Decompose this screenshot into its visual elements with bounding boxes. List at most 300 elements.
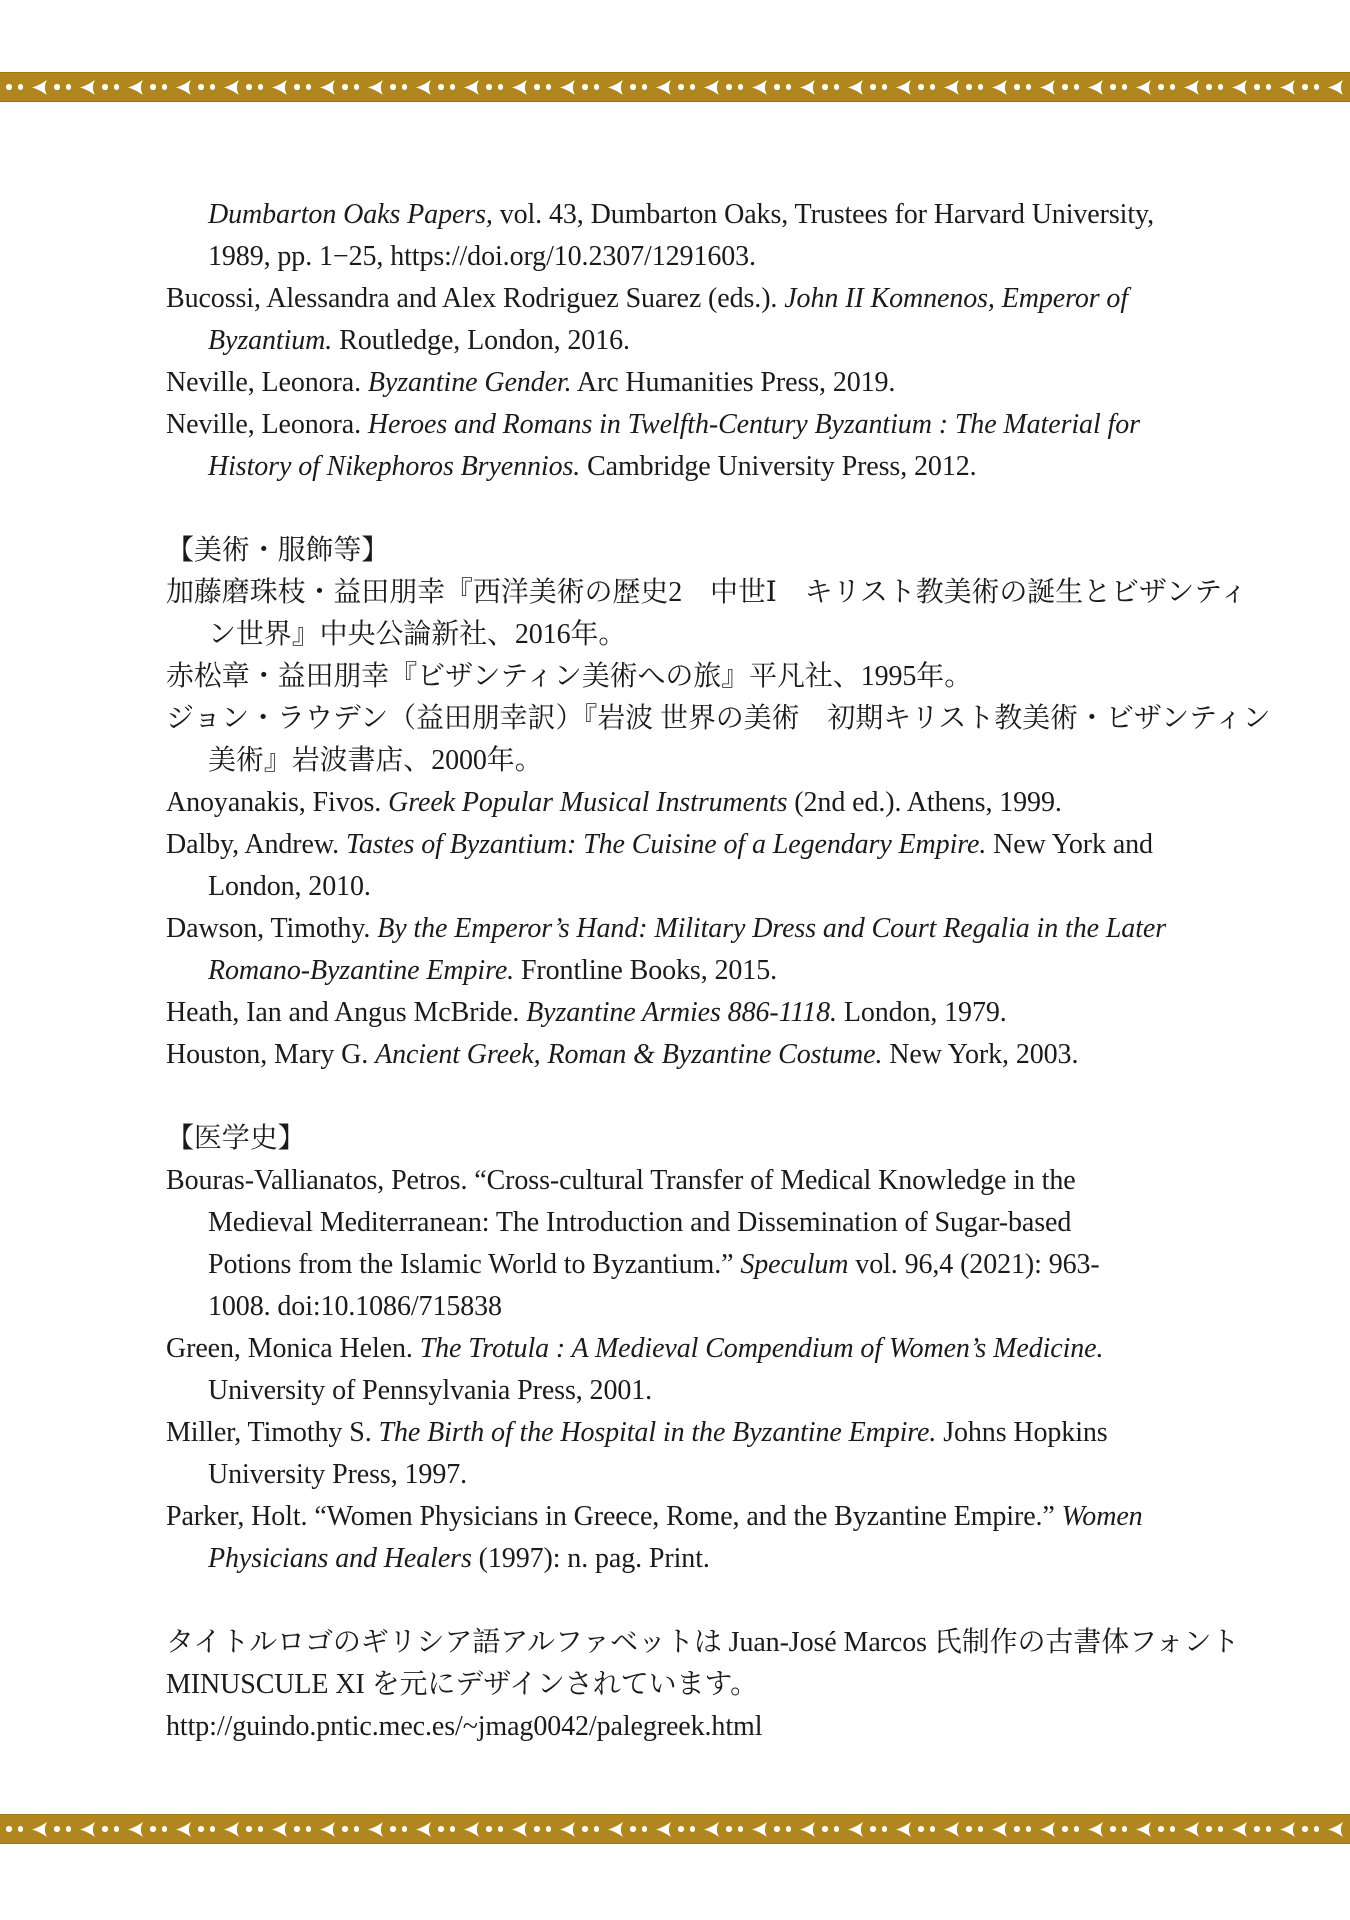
dot-icon	[294, 1826, 300, 1832]
text-segment: New York, 2003.	[882, 1039, 1079, 1070]
dot-icon	[594, 84, 600, 90]
text-segment: Miller, Timothy S.	[166, 1417, 379, 1448]
dot-icon	[834, 84, 840, 90]
dot-icon	[6, 1826, 12, 1832]
dot-icon	[1170, 84, 1176, 90]
chevron-left-icon	[416, 1822, 432, 1837]
text-segment: Bouras-Vallianatos, Petros. “Cross-cultural Transfer of Medical Knowledge in the	[166, 1165, 1076, 1196]
dot-icon	[1026, 84, 1032, 90]
dot-icon	[738, 1826, 744, 1832]
dot-icon	[834, 1826, 840, 1832]
text-segment: Houston, Mary G.	[166, 1039, 376, 1070]
text-segment: University Press, 1997.	[208, 1459, 468, 1490]
text-segment: Byzantine Armies 886-1118.	[526, 997, 837, 1028]
bibliography-line	[166, 362, 1228, 404]
text-segment: Parker, Holt. “Women Physicians in Greece, Rome, and the Byzantine Empire.”	[166, 1501, 1062, 1532]
border-motif	[1248, 1815, 1296, 1843]
border-motif	[1008, 1815, 1056, 1843]
dot-icon	[102, 1826, 108, 1832]
dot-icon	[1074, 84, 1080, 90]
chevron-left-icon	[416, 80, 432, 95]
dot-icon	[390, 84, 396, 90]
text-segment: (2nd ed.). Athens, 1999.	[787, 787, 1062, 818]
text-segment: Women	[1061, 1501, 1143, 1532]
bibliography-line	[166, 614, 1228, 656]
dot-icon	[6, 84, 12, 90]
dot-icon	[402, 1826, 408, 1832]
chevron-left-icon	[1328, 80, 1344, 95]
dot-icon	[54, 1826, 60, 1832]
text-segment: Romano-Byzantine Empire.	[208, 955, 515, 986]
bibliography-line	[166, 1328, 1228, 1370]
chevron-left-icon	[848, 1822, 864, 1837]
dot-icon	[1110, 84, 1116, 90]
border-motif	[144, 73, 192, 101]
dot-icon	[1014, 84, 1020, 90]
border-motif	[1200, 1815, 1248, 1843]
chevron-left-icon	[560, 80, 576, 95]
chevron-left-icon	[1088, 1822, 1104, 1837]
dot-icon	[534, 1826, 540, 1832]
border-motif	[480, 1815, 528, 1843]
dot-icon	[342, 1826, 348, 1832]
dot-icon	[582, 1826, 588, 1832]
text-segment: Frontline Books, 2015.	[514, 955, 777, 986]
border-motif	[1248, 73, 1296, 101]
dot-icon	[1014, 1826, 1020, 1832]
border-motif	[384, 73, 432, 101]
chevron-left-icon	[704, 1822, 720, 1837]
text-segment: Potions from the Islamic World to Byzantium.”	[208, 1249, 741, 1280]
text-segment: ン世界』中央公論新社、2016年。	[208, 619, 627, 650]
chevron-left-icon	[896, 80, 912, 95]
chevron-left-icon	[1136, 80, 1152, 95]
dot-icon	[966, 84, 972, 90]
dot-icon	[786, 84, 792, 90]
chevron-left-icon	[1040, 1822, 1056, 1837]
dot-icon	[1266, 84, 1272, 90]
dot-icon	[1254, 1826, 1260, 1832]
dot-icon	[306, 1826, 312, 1832]
text-segment: 1008. doi:10.1086/715838	[208, 1291, 502, 1322]
text-segment: 【医学史】	[166, 1123, 306, 1154]
border-motif	[192, 1815, 240, 1843]
border-motif	[672, 73, 720, 101]
dot-icon	[918, 84, 924, 90]
dot-icon	[1122, 1826, 1128, 1832]
bibliography-line	[166, 1202, 1228, 1244]
border-motif	[144, 1815, 192, 1843]
chevron-left-icon	[752, 80, 768, 95]
border-motif	[720, 1815, 768, 1843]
dot-icon	[498, 1826, 504, 1832]
text-segment: Ancient Greek, Roman & Byzantine Costume.	[375, 1039, 883, 1070]
dot-icon	[822, 84, 828, 90]
dot-icon	[690, 1826, 696, 1832]
dot-icon	[486, 1826, 492, 1832]
dot-icon	[1206, 84, 1212, 90]
text-segment: History of Nikephoros Bryennios.	[208, 451, 581, 482]
dot-icon	[978, 1826, 984, 1832]
chevron-left-icon	[896, 1822, 912, 1837]
dot-icon	[678, 1826, 684, 1832]
dot-icon	[918, 1826, 924, 1832]
dot-icon	[978, 84, 984, 90]
bibliography-line	[166, 1244, 1228, 1286]
bibliography-line	[166, 656, 1228, 698]
text-segment: vol. 43, Dumbarton Oaks, Trustees for Harvard University,	[492, 199, 1154, 230]
dot-icon	[114, 1826, 120, 1832]
bibliography-line	[166, 950, 1228, 992]
bibliography-line	[166, 278, 1228, 320]
dot-icon	[1302, 1826, 1308, 1832]
dot-icon	[726, 84, 732, 90]
chevron-left-icon	[32, 80, 48, 95]
bibliography-line	[166, 992, 1228, 1034]
dot-icon	[870, 84, 876, 90]
dot-icon	[150, 84, 156, 90]
dot-icon	[546, 1826, 552, 1832]
text-segment: 【美術・服飾等】	[166, 535, 390, 566]
dot-icon	[774, 1826, 780, 1832]
border-motif	[1296, 1815, 1344, 1843]
text-segment: 美術』岩波書店、2000年。	[208, 745, 543, 776]
chevron-left-icon	[944, 80, 960, 95]
text-segment: http://guindo.pntic.mec.es/~jmag0042/palegreek.html	[166, 1711, 763, 1742]
border-motif	[768, 73, 816, 101]
bibliography-line	[166, 866, 1228, 908]
border-motif	[48, 73, 96, 101]
chevron-left-icon	[1232, 80, 1248, 95]
text-segment: vol. 96,4 (2021): 963-	[848, 1249, 1100, 1280]
bibliography-line	[166, 236, 1228, 278]
bibliography-line	[166, 908, 1228, 950]
border-motif	[240, 1815, 288, 1843]
bibliography-line	[166, 320, 1228, 362]
border-motif	[576, 73, 624, 101]
border-motif	[288, 73, 336, 101]
border-motif	[288, 1815, 336, 1843]
border-motif	[768, 1815, 816, 1843]
dot-icon	[498, 84, 504, 90]
dot-icon	[594, 1826, 600, 1832]
text-segment: Dumbarton Oaks Papers,	[208, 199, 493, 230]
credit-line	[166, 1706, 1228, 1748]
dot-icon	[18, 1826, 24, 1832]
border-motif	[1296, 73, 1344, 101]
dot-icon	[258, 84, 264, 90]
dot-icon	[870, 1826, 876, 1832]
dot-icon	[546, 84, 552, 90]
border-motif	[1104, 73, 1152, 101]
border-motif	[384, 1815, 432, 1843]
border-motif	[1344, 73, 1350, 101]
chevron-left-icon	[800, 80, 816, 95]
bibliography-line	[166, 698, 1271, 740]
chevron-left-icon	[800, 1822, 816, 1837]
text-segment: Greek Popular Musical Instruments	[388, 787, 788, 818]
chevron-left-icon	[1280, 1822, 1296, 1837]
dot-icon	[1302, 84, 1308, 90]
dot-icon	[162, 1826, 168, 1832]
bibliography-line	[166, 1496, 1228, 1538]
text-segment: Medieval Mediterranean: The Introduction and Dissemination of Sugar-based	[208, 1207, 1072, 1238]
border-motif	[1104, 1815, 1152, 1843]
dot-icon	[678, 84, 684, 90]
chevron-left-icon	[128, 80, 144, 95]
dot-icon	[354, 84, 360, 90]
chevron-left-icon	[320, 80, 336, 95]
chevron-left-icon	[32, 1822, 48, 1837]
border-motif	[0, 1815, 48, 1843]
chevron-left-icon	[512, 80, 528, 95]
decorative-border-bottom	[0, 1814, 1350, 1844]
border-motif	[1152, 73, 1200, 101]
dot-icon	[1158, 1826, 1164, 1832]
chevron-left-icon	[464, 1822, 480, 1837]
chevron-left-icon	[320, 1822, 336, 1837]
dot-icon	[54, 84, 60, 90]
dot-icon	[726, 1826, 732, 1832]
border-motif	[336, 1815, 384, 1843]
text-segment: Byzantine Gender.	[367, 367, 572, 398]
dot-icon	[438, 84, 444, 90]
text-segment: Arc Humanities Press, 2019.	[571, 367, 896, 398]
text-segment: Bucossi, Alessandra and Alex Rodriguez Suarez (eds.).	[166, 283, 785, 314]
border-motif	[1344, 1815, 1350, 1843]
bibliography-line	[166, 1034, 1228, 1076]
dot-icon	[930, 84, 936, 90]
text-segment: John II Komnenos, Emperor of	[784, 283, 1129, 314]
chevron-left-icon	[1280, 80, 1296, 95]
text-segment: Byzantium.	[208, 325, 333, 356]
credit-line	[166, 1622, 1240, 1664]
text-segment: Green, Monica Helen.	[166, 1333, 420, 1364]
chevron-left-icon	[1088, 80, 1104, 95]
text-segment: Neville, Leonora.	[166, 409, 368, 440]
dot-icon	[258, 1826, 264, 1832]
chevron-left-icon	[944, 1822, 960, 1837]
border-motif	[1056, 73, 1104, 101]
text-segment: タイトルロゴのギリシア語アルファベットは Juan-José Marcos 氏制作の古書体フォント	[166, 1627, 1240, 1658]
text-segment: London, 1979.	[836, 997, 1007, 1028]
chevron-left-icon	[272, 80, 288, 95]
chevron-left-icon	[224, 80, 240, 95]
bibliography-line	[166, 404, 1228, 446]
chevron-left-icon	[512, 1822, 528, 1837]
border-motif	[96, 73, 144, 101]
section-heading	[166, 1118, 1228, 1160]
chevron-left-icon	[992, 80, 1008, 95]
text-segment: London, 2010.	[208, 871, 371, 902]
dot-icon	[1218, 1826, 1224, 1832]
dot-icon	[882, 1826, 888, 1832]
text-segment: New York and	[986, 829, 1153, 860]
dot-icon	[450, 1826, 456, 1832]
dot-icon	[66, 84, 72, 90]
chevron-left-icon	[464, 80, 480, 95]
chevron-left-icon	[608, 80, 624, 95]
dot-icon	[582, 84, 588, 90]
dot-icon	[1026, 1826, 1032, 1832]
border-motif	[1200, 73, 1248, 101]
bibliography-text-block	[166, 194, 1271, 1748]
dot-icon	[822, 1826, 828, 1832]
bibliography-line	[166, 1370, 1228, 1412]
border-motif	[864, 1815, 912, 1843]
bibliography-line	[166, 446, 1228, 488]
chevron-left-icon	[1184, 1822, 1200, 1837]
chevron-left-icon	[368, 80, 384, 95]
chevron-left-icon	[1184, 80, 1200, 95]
chevron-left-icon	[608, 1822, 624, 1837]
bibliography-line	[166, 1286, 1228, 1328]
border-motif	[1008, 73, 1056, 101]
dot-icon	[630, 1826, 636, 1832]
dot-icon	[438, 1826, 444, 1832]
chevron-left-icon	[80, 80, 96, 95]
decorative-border-top	[0, 72, 1350, 102]
dot-icon	[786, 1826, 792, 1832]
chevron-left-icon	[368, 1822, 384, 1837]
dot-icon	[1266, 1826, 1272, 1832]
dot-icon	[210, 84, 216, 90]
section-heading	[166, 530, 1228, 572]
border-motif	[864, 73, 912, 101]
text-segment: Anoyanakis, Fivos.	[166, 787, 389, 818]
bibliography-line	[166, 1412, 1228, 1454]
chevron-left-icon	[656, 80, 672, 95]
dot-icon	[114, 84, 120, 90]
text-segment: Cambridge University Press, 2012.	[580, 451, 977, 482]
dot-icon	[1062, 84, 1068, 90]
text-segment: Dawson, Timothy.	[166, 913, 378, 944]
border-motif	[528, 73, 576, 101]
dot-icon	[1062, 1826, 1068, 1832]
dot-icon	[642, 1826, 648, 1832]
dot-icon	[1170, 1826, 1176, 1832]
border-motif	[192, 73, 240, 101]
chevron-left-icon	[656, 1822, 672, 1837]
dot-icon	[642, 84, 648, 90]
text-segment: Physicians and Healers	[208, 1543, 472, 1574]
dot-icon	[198, 84, 204, 90]
dot-icon	[66, 1826, 72, 1832]
chevron-left-icon	[80, 1822, 96, 1837]
border-motif	[816, 1815, 864, 1843]
dot-icon	[354, 1826, 360, 1832]
dot-icon	[294, 84, 300, 90]
text-segment: Tastes of Byzantium: The Cuisine of a Legendary Empire.	[345, 829, 987, 860]
text-segment: ジョン・ラウデン（益田朋幸訳）『岩波 世界の美術 初期キリスト教美術・ビザンティン	[166, 703, 1271, 734]
text-segment: The Trotula : A Medieval Compendium of Women’s Medicine.	[419, 1333, 1104, 1364]
dot-icon	[306, 84, 312, 90]
chevron-left-icon	[176, 1822, 192, 1837]
dot-icon	[210, 1826, 216, 1832]
border-motif	[48, 1815, 96, 1843]
border-motif	[432, 73, 480, 101]
text-segment: By the Emperor’s Hand: Military Dress and Court Regalia in the Later	[377, 913, 1167, 944]
dot-icon	[1254, 84, 1260, 90]
dot-icon	[1074, 1826, 1080, 1832]
border-motif	[672, 1815, 720, 1843]
border-motif	[576, 1815, 624, 1843]
text-segment: University of Pennsylvania Press, 2001.	[208, 1375, 653, 1406]
chevron-left-icon	[848, 80, 864, 95]
text-segment: The Birth of the Hospital in the Byzantine Empire.	[378, 1417, 937, 1448]
border-motif	[912, 1815, 960, 1843]
text-segment: MINUSCULE XI を元にデザインされています。	[166, 1669, 758, 1700]
text-segment: 加藤磨珠枝・益田朋幸『西洋美術の歴史2 中世Ⅰ キリスト教美術の誕生とビザンティ	[166, 577, 1248, 608]
bibliography-line	[166, 1160, 1228, 1202]
dot-icon	[630, 84, 636, 90]
text-segment: Heroes and Romans in Twelfth-Century Byzantium : The Material for	[367, 409, 1140, 440]
dot-icon	[1314, 84, 1320, 90]
dot-icon	[1122, 84, 1128, 90]
dot-icon	[246, 1826, 252, 1832]
dot-icon	[390, 1826, 396, 1832]
dot-icon	[930, 1826, 936, 1832]
border-motif	[624, 1815, 672, 1843]
bibliography-line	[166, 782, 1228, 824]
bibliography-line	[166, 740, 1228, 782]
border-motif	[0, 73, 48, 101]
dot-icon	[1314, 1826, 1320, 1832]
dot-icon	[162, 84, 168, 90]
dot-icon	[198, 1826, 204, 1832]
border-motif	[432, 1815, 480, 1843]
dot-icon	[882, 84, 888, 90]
chevron-left-icon	[1328, 1822, 1344, 1837]
dot-icon	[690, 84, 696, 90]
bibliography-line	[166, 1538, 1228, 1580]
dot-icon	[102, 84, 108, 90]
chevron-left-icon	[752, 1822, 768, 1837]
border-motif	[816, 73, 864, 101]
dot-icon	[534, 84, 540, 90]
border-motif	[1056, 1815, 1104, 1843]
text-segment: Dalby, Andrew.	[166, 829, 346, 860]
chevron-left-icon	[224, 1822, 240, 1837]
border-motif	[240, 73, 288, 101]
dot-icon	[1110, 1826, 1116, 1832]
border-motif	[528, 1815, 576, 1843]
text-segment: (1997): n. pag. Print.	[471, 1543, 710, 1574]
text-segment: Speculum	[740, 1249, 849, 1280]
dot-icon	[738, 84, 744, 90]
border-motif	[1152, 1815, 1200, 1843]
dot-icon	[18, 84, 24, 90]
blank-line	[166, 1076, 1228, 1118]
chevron-left-icon	[1136, 1822, 1152, 1837]
chevron-left-icon	[176, 80, 192, 95]
text-segment: Heath, Ian and Angus McBride.	[166, 997, 527, 1028]
chevron-left-icon	[1232, 1822, 1248, 1837]
blank-line	[166, 488, 1228, 530]
border-motif	[96, 1815, 144, 1843]
bibliography-line	[166, 824, 1228, 866]
chevron-left-icon	[560, 1822, 576, 1837]
chevron-left-icon	[272, 1822, 288, 1837]
border-motif	[912, 73, 960, 101]
dot-icon	[150, 1826, 156, 1832]
text-segment: Neville, Leonora.	[166, 367, 368, 398]
dot-icon	[246, 84, 252, 90]
dot-icon	[342, 84, 348, 90]
chevron-left-icon	[1040, 80, 1056, 95]
blank-line	[166, 1580, 1228, 1622]
border-motif	[480, 73, 528, 101]
